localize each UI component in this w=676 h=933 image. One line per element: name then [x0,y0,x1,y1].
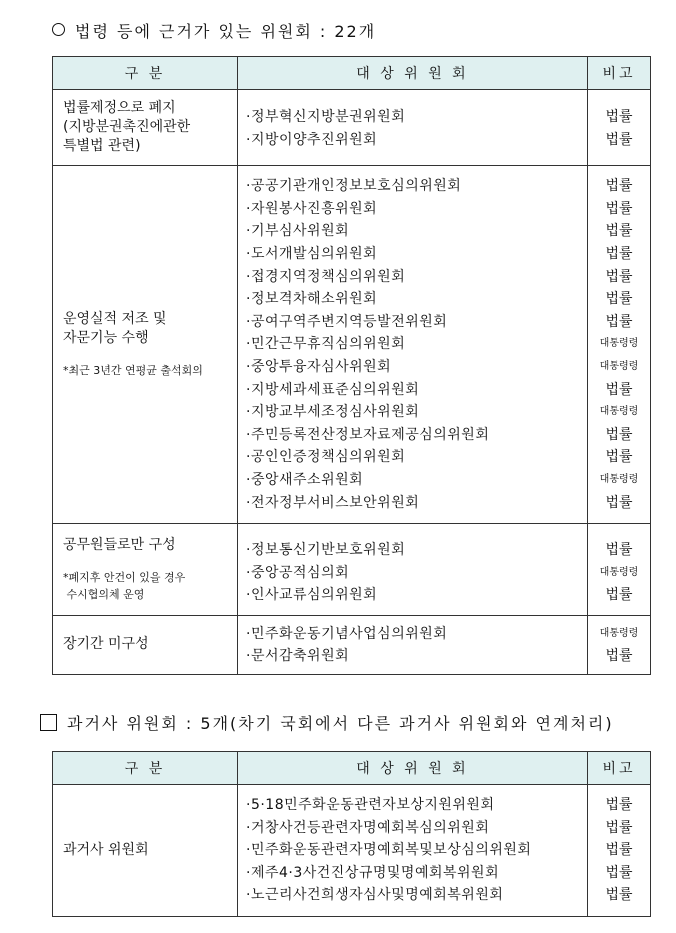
committee-item: ·민주화운동관련자명예회복및보상심의위원회 [246,842,532,859]
section2-title: 과거사 위원회 : 5개(차기 국회에서 다른 과거사 위원회와 연계처리) [67,714,614,733]
committee-item: ·민주화운동기념사업심의위원회 [246,625,448,642]
remark-item: 법률 [605,449,633,466]
remark-item: 법률 [605,648,633,665]
committee-item: ·정부혁신지방분권위원회 [246,109,406,125]
remark-cell [588,785,651,917]
category-cell [53,166,238,524]
section2-heading [40,711,614,734]
committee-item: ·주민등록전산정보자료제공심의위원회 [246,426,490,443]
committee-item: ·접경지역정책심의위원회 [246,268,406,285]
category-line: 장기간 미구성 [63,636,149,653]
remark-cell [588,166,651,524]
remark-item: 대통령령 [599,566,639,578]
committee-item: ·노근리사건희생자심사및명예회복위원회 [246,887,504,904]
group-row [53,615,651,674]
remark-item: 법률 [605,587,633,604]
remark-item: 법률 [605,819,633,836]
column-header-committee: 대 상 위 원 회 [238,57,588,90]
remark-cell [588,524,651,616]
committee-item: ·민간근무휴직심의위원회 [246,336,406,353]
committee-item: ·거창사건등관련자명예회복심의위원회 [246,819,490,836]
category-line: 공무원들로만 구성 [63,536,176,553]
remark-item: 대통령령 [599,360,639,372]
remark-item: 대통령령 [599,473,639,485]
committee-item: ·문서감축위원회 [246,648,350,665]
note-line: *최근 3년간 연평균 출석회의 [63,364,203,378]
category-note [63,569,237,603]
committee-item: ·지방이양추진위원회 [246,131,378,148]
group-row [53,524,651,616]
remark-item: 법률 [605,381,633,398]
remark-item: 법률 [605,864,633,881]
committee-list-cell [238,615,588,674]
committee-item: ·자원봉사진흥위원회 [246,200,378,217]
committee-table-2 [52,751,651,917]
committee-item: ·지방교부세조정심사위원회 [246,404,420,421]
committee-item: ·공공기관개인정보보호심의위원회 [246,178,462,195]
committee-item: ·중앙새주소위원회 [246,471,364,488]
section1-title: 법령 등에 근거가 있는 위원회 : 22개 [75,22,377,41]
column-header-committee: 대 상 위 원 회 [238,752,588,785]
note-line: 수시협의체 운영 [63,587,145,601]
remark-item: 법률 [605,426,633,443]
remark-item: 법률 [605,291,633,308]
note-line: *폐지후 안건이 있을 경우 [63,570,186,584]
circle-bullet-icon [52,23,65,36]
remark-item: 법률 [605,842,633,859]
remark-item: 법률 [605,494,633,511]
committee-item: ·5·18민주화운동관련자보상지원위원회 [246,797,495,813]
remark-item: 대통령령 [599,406,639,418]
remark-cell [588,90,651,166]
committee-table-1 [52,56,651,675]
committee-item: ·기부심사위원회 [246,223,350,240]
committee-item: ·정보통신기반보호위원회 [246,542,406,559]
column-header-remark: 비고 [588,752,651,785]
column-header-category: 구 분 [53,57,238,90]
committee-item: ·중앙투융자심사위원회 [246,358,392,375]
remark-item: 법률 [605,223,633,240]
remark-item: 법률 [605,887,633,904]
remark-item: 법률 [605,245,633,262]
column-header-category: 구 분 [53,752,238,785]
committee-list-cell [238,524,588,616]
remark-cell [588,615,651,674]
committee-item: ·공인인증정책심의위원회 [246,449,406,466]
category-note [63,362,237,379]
committee-list-cell [238,90,588,166]
remark-item: 법률 [605,131,633,148]
committee-list-cell [238,166,588,524]
category-line: 법률제정으로 폐지 [63,100,176,117]
group-row [53,90,651,166]
remark-item: 법률 [605,178,633,195]
column-header-remark: 비고 [588,57,651,90]
committee-item: ·도서개발심의위원회 [246,245,378,262]
remark-item: 법률 [605,200,633,217]
category-line: 특별법 관련) [63,138,141,155]
remark-item: 법률 [605,268,633,285]
remark-item: 법률 [605,542,633,559]
category-line: 과거사 위원회 [63,841,149,858]
group-row [53,785,651,917]
remark-item: 대통령령 [599,338,639,350]
committee-item: ·지방세과세표준심의위원회 [246,381,420,398]
category-line: (지방분권촉진에관한 [63,119,191,136]
committee-item: ·인사교류심의위원회 [246,587,378,604]
remark-item: 법률 [605,109,633,125]
remark-item: 대통령령 [599,627,639,639]
committee-list-cell [238,785,588,917]
category-cell [53,615,238,674]
category-line: 자문기능 수행 [63,330,149,347]
category-cell [53,785,238,917]
category-cell [53,90,238,166]
remark-item: 법률 [605,797,633,813]
committee-item: ·공여구역주변지역등발전위원회 [246,313,448,330]
committee-item: ·전자정부서비스보안위원회 [246,494,420,511]
remark-item: 법률 [605,313,633,330]
committee-item: ·제주4·3사건진상규명및명예회복위원회 [246,864,500,881]
committee-item: ·중앙공적심의회 [246,564,350,581]
committee-item: ·정보격차해소위원회 [246,291,378,308]
section1-heading [52,19,376,42]
square-bullet-icon [40,714,57,731]
group-row [53,166,651,524]
category-cell [53,524,238,616]
category-line: 운영실적 저조 및 [63,311,167,328]
